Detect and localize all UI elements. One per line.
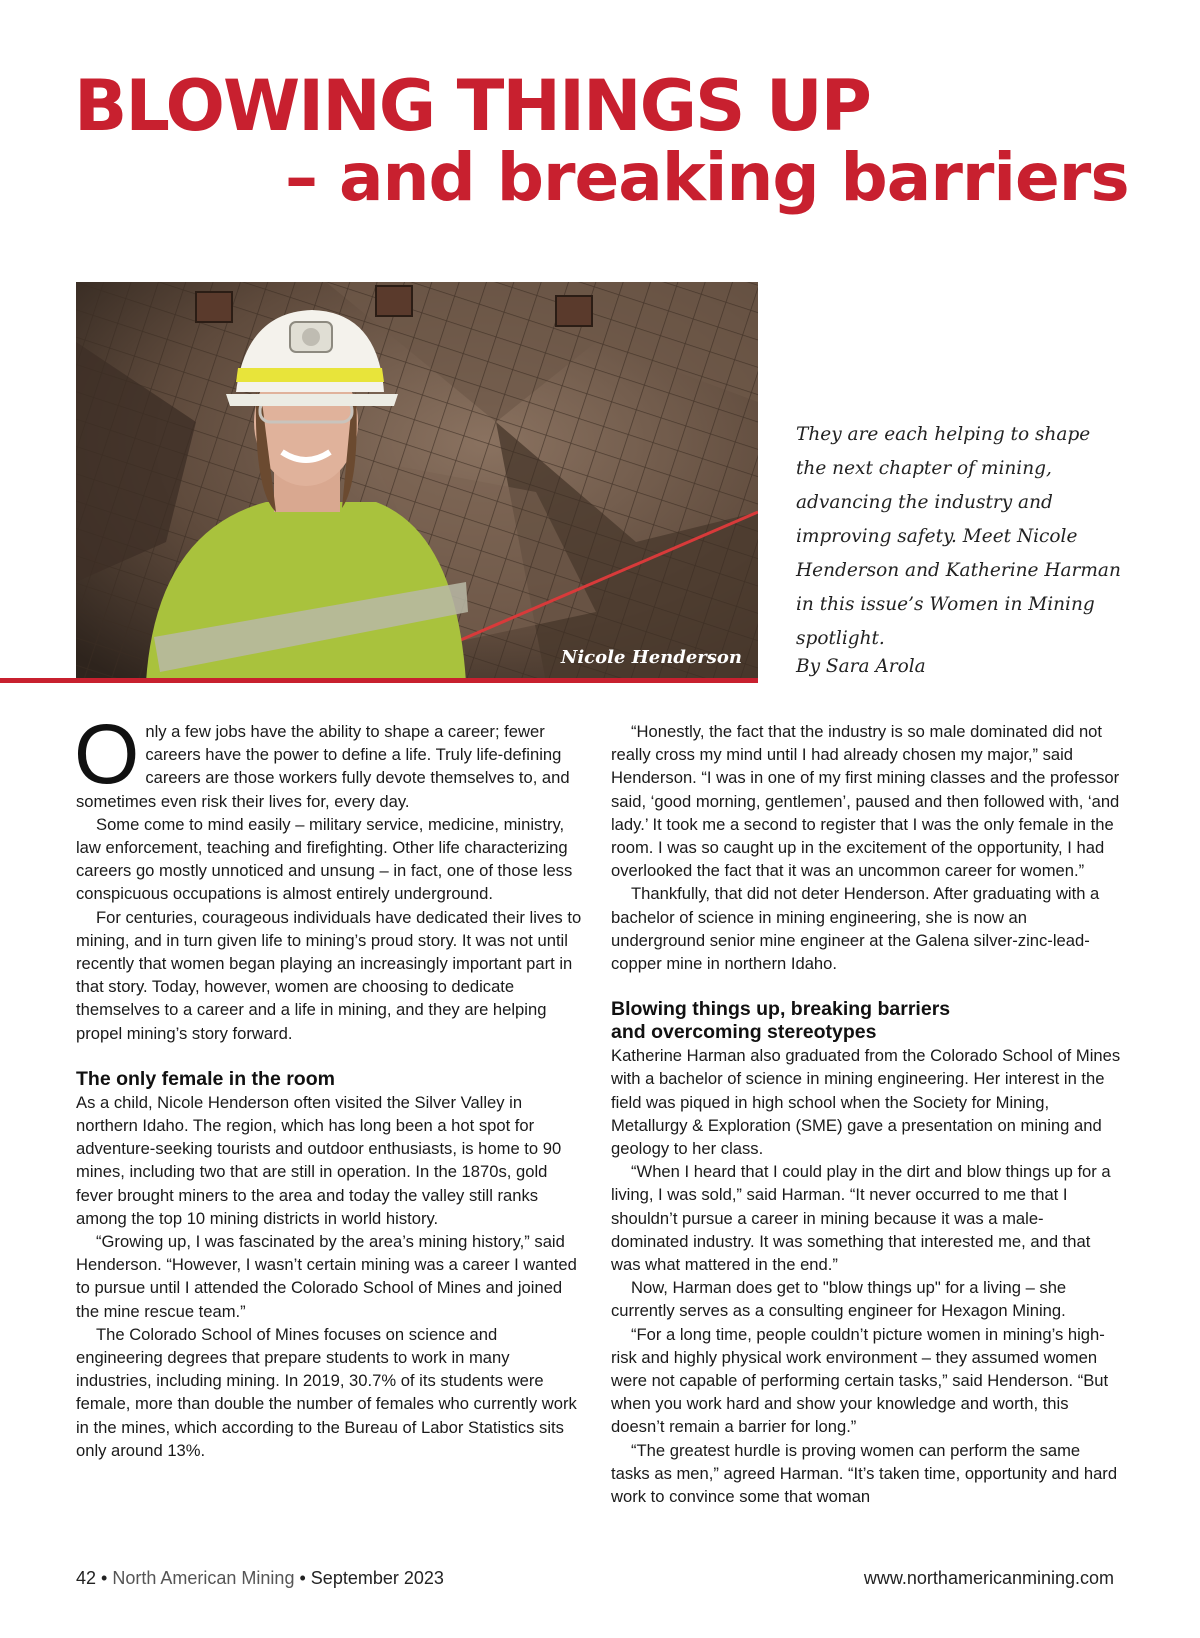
article-paragraph: Katherine Harman also graduated from the Colorado School of Mines with a bachelor of science in mining engineering. Her interest in the field was piqued in high school when the Society for Mining, Metallurgy & Exploration (SME) gave a presentation on mining and geology to her class. bbox=[611, 1046, 1121, 1159]
accent-rule bbox=[0, 678, 758, 683]
section-spacer bbox=[76, 1045, 586, 1068]
website-url: www.northamericanmining.com bbox=[863, 1568, 1114, 1588]
article-paragraph bbox=[74, 707, 586, 813]
section-spacer bbox=[611, 975, 1121, 998]
footer-folio bbox=[76, 1568, 444, 1589]
subhead-line-1: Blowing things up, breaking barriers bbox=[611, 998, 951, 1021]
issue-date: September 2023 bbox=[310, 1568, 444, 1588]
article-paragraph: The Colorado School of Mines focuses on science and engineering degrees that prepare students to work in many industries, including mining. In 2019, 30.7% of its students were female, more than double the number of females who currently work in the mines, which according to the Bureau of Labor Statistics sits only around 13%. bbox=[76, 1324, 577, 1460]
article-paragraph: As a child, Nicole Henderson often visited the Silver Valley in northern Idaho. The region, which has long been a hot spot for adventure-seeking tourists and outdoor enthusiasts, is home to 90 mines, including two that are still in operation. In the 1870s, gold fever brought miners to the area and today the valley still ranks among the top 10 mining districts in world history. bbox=[76, 1092, 562, 1228]
article-paragraph: Now, Harman does get to "blow things up" for a living – she currently serves as a consulting engineer for Hexagon Mining. bbox=[611, 1278, 1067, 1321]
article-paragraph: Some come to mind easily – military service, medicine, ministry, law enforcement, teaching and firefighting. Other life characterizing careers go mostly unnoticed and unsung – in fact, one of those less conspicuous occupations is almost entirely underground. bbox=[76, 814, 573, 904]
publication-name: North American Mining bbox=[112, 1568, 295, 1588]
article-column-left bbox=[74, 707, 586, 1462]
drop-cap: O bbox=[74, 707, 140, 801]
footer-separator: • bbox=[101, 1568, 108, 1588]
article-paragraph: “The greatest hurdle is proving women can perform the same tasks as men,” agreed Harman. “It’s taken time, opportunity and hard work to convince some that woman bbox=[611, 1440, 1118, 1507]
subhead-line-2: and overcoming stereotypes bbox=[611, 1021, 877, 1044]
page-number: 42 bbox=[76, 1568, 97, 1588]
headline-line-1: BLOWING THINGS UP bbox=[74, 65, 870, 147]
article-paragraph: “Growing up, I was fascinated by the area’s mining history,” said Henderson. “However, I wasn’t certain mining was a career I wanted to pursue until I attended the Colorado School of Mines and joined the mine rescue team.” bbox=[76, 1232, 577, 1321]
paragraph-text: nly a few jobs have the ability to shape a career; fewer careers have the power to define a life. Truly life-defining careers are those workers fully devote themselves to, and sometimes even risk their lives for, every day. bbox=[76, 722, 570, 811]
article-paragraph: “When I heard that I could play in the dirt and blow things up for a living, I was sold,” said Harman. “It never occurred to me that I shouldn’t pursue a career in mining because it was a male-dominated industry. It was something that interested me, and that was what mattered in the end.” bbox=[611, 1162, 1111, 1275]
article-paragraph: “Honestly, the fact that the industry is so male dominated did not really cross my mind until I had already chosen my major,” said Henderson. “I was in one of my first mining classes and the professor said, ‘good morning, gentlemen’, paused and then followed with, ‘and lady.’ It took me a second to register that I was the only female in the room. I was so caught up in the excitement of the opportunity, I had overlooked the fact that it was an uncommon career for women.” bbox=[611, 722, 1120, 881]
article-column-right bbox=[611, 720, 1121, 1508]
feature-photo bbox=[76, 282, 758, 682]
subhead-blowing-things-up bbox=[611, 998, 1121, 1044]
article-paragraph: For centuries, courageous individuals have dedicated their lives to mining, and in turn given life to mining’s proud story. It was not until recently that women began playing an increasingly important part in that story. Today, however, women are choosing to dedicate themselves to a career and a life in mining, and they are helping propel mining’s story forward. bbox=[76, 907, 582, 1043]
footer-separator: • bbox=[299, 1568, 306, 1588]
byline: By Sara Arola bbox=[796, 656, 926, 677]
intro-deck: They are each helping to shape the next chapter of mining, advancing the industry and improving safety. Meet Nicole Henderson and Katherine Harman in this issue’s Women in Mining spotlight. bbox=[796, 424, 1121, 649]
article-paragraph: “For a long time, people couldn’t picture women in mining’s high-risk and highly physical work environment – they assumed women were not capable of performing certain tasks,” said Henderson. “But when you work hard and show your knowledge and worth, this doesn’t remain a barrier for long.” bbox=[611, 1324, 1109, 1437]
article-paragraph: Thankfully, that did not deter Henderson. After graduating with a bachelor of science in mining engineering, she is now an underground senior mine engineer at the Galena silver-zinc-lead-copper mine in northern Idaho. bbox=[611, 884, 1100, 974]
miner-portrait-illustration bbox=[76, 282, 758, 682]
photo-caption: Nicole Henderson bbox=[560, 647, 742, 668]
headline-line-2: – and breaking barriers bbox=[285, 139, 1129, 216]
subhead-only-female: The only female in the room bbox=[76, 1067, 335, 1090]
